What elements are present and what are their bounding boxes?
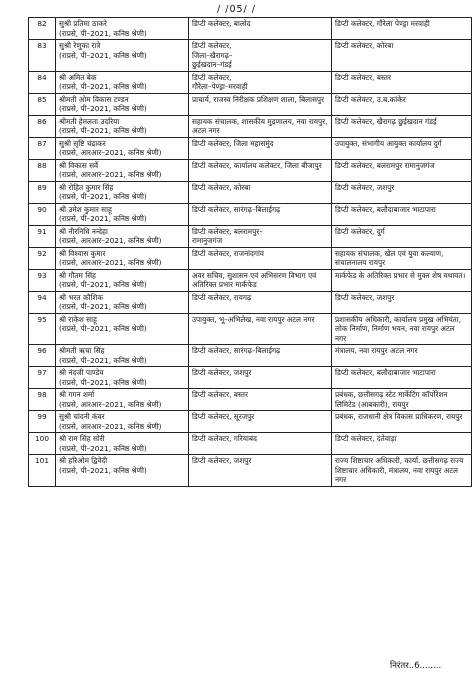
serial-number: 82	[29, 18, 56, 40]
table-row	[29, 455, 472, 487]
current-posting: डिप्टी कलेक्टर, कार्यालय कलेक्टर, जिला बीजापुर	[189, 159, 332, 181]
officer-name: श्री रोहित कुमार सिंह (राप्रसे, पी–2021, कनिष्ठ श्रेणी)	[56, 181, 189, 203]
table-row	[29, 411, 472, 433]
serial-number: 84	[29, 71, 56, 93]
table-row	[29, 269, 472, 291]
new-posting: डिप्टी कलेक्टर, कोरबा	[332, 40, 472, 72]
new-posting: प्रबंधक, राजधानी क्षेत्र विकास प्राधिकरण, रायपुर	[332, 411, 472, 433]
current-posting: डिप्टी कलेक्टर, राजनांदगांव	[189, 247, 332, 269]
new-posting: डिप्टी कलेक्टर, जशपुर	[332, 181, 472, 203]
serial-number: 92	[29, 247, 56, 269]
officer-name: सुश्री चांदनी कंवर (राप्रसे, आरआर–2021, कनिष्ठ श्रेणी)	[56, 411, 189, 433]
current-posting: डिप्टी कलेक्टर, जशपुर	[189, 367, 332, 389]
current-posting: डिप्टी कलेक्टर, सारंगढ़–बिलाईगढ़	[189, 345, 332, 367]
serial-number: 99	[29, 411, 56, 433]
officer-name: श्रीमती ओम विकास टण्डन (राप्रसे, पी–2021, कनिष्ठ श्रेणी)	[56, 93, 189, 115]
current-posting: डिप्टी कलेक्टर, गौरेला–पेण्ड्रा–मरवाही	[189, 71, 332, 93]
new-posting: डिप्टी कलेक्टर, बस्तर	[332, 71, 472, 93]
serial-number: 85	[29, 93, 56, 115]
current-posting: डिप्टी कलेक्टर, बलरामपुर– रामानुजगंज	[189, 225, 332, 247]
new-posting: डिप्टी कलेक्टर, गौरेला पेण्ड्रा मरवाही	[332, 18, 472, 40]
current-posting: डिप्टी कलेक्टर, सूरजपुर	[189, 411, 332, 433]
table-row	[29, 18, 472, 40]
table-row	[29, 247, 472, 269]
current-posting: उपायुक्त, भू–अभिलेख, नवा रायपुर अटल नगर	[189, 313, 332, 345]
officer-name: श्री नंदजी पाण्डेय (राप्रसे, पी–2021, कनिष्ठ श्रेणी)	[56, 367, 189, 389]
new-posting: डिप्टी कलेक्टर, जशपुर	[332, 291, 472, 313]
serial-number: 86	[29, 115, 56, 137]
officer-name: श्री हरिओम द्विवेदी (राप्रसे, पी–2021, कनिष्ठ श्रेणी)	[56, 455, 189, 487]
table-row	[29, 115, 472, 137]
table-body	[29, 18, 472, 487]
new-posting: डिप्टी कलेक्टर, दंतेवाड़ा	[332, 433, 472, 455]
table-row	[29, 345, 472, 367]
officer-name: श्री नीरनिधि नन्देहा (राप्रसे, आरआर–2021, कनिष्ठ श्रेणी)	[56, 225, 189, 247]
serial-number: 97	[29, 367, 56, 389]
table-row	[29, 40, 472, 72]
table-row	[29, 433, 472, 455]
current-posting: डिप्टी कलेक्टर, सारंगढ़–बिलाईगढ़	[189, 203, 332, 225]
table-row	[29, 93, 472, 115]
officer-name: श्रीमती हेमलता उदरिया (राप्रसे, पी–2021, कनिष्ठ श्रेणी)	[56, 115, 189, 137]
current-posting: डिप्टी कलेक्टर, गरियाबंद	[189, 433, 332, 455]
serial-number: 101	[29, 455, 56, 487]
officer-name: श्री गगन शर्मा (राप्रसे, आरआर–2021, कनिष्ठ श्रेणी)	[56, 389, 189, 411]
serial-number: 87	[29, 137, 56, 159]
continued-footer: निरंतर..6........	[390, 661, 442, 671]
current-posting: डिप्टी कलेक्टर, रायगढ़	[189, 291, 332, 313]
current-posting: डिप्टी कलेक्टर, बस्तर	[189, 389, 332, 411]
current-posting: अवर सचिव, सुशासन एवं अभिसरण विभाग एवं अतिरिक्त प्रभार मार्कफेड	[189, 269, 332, 291]
serial-number: 91	[29, 225, 56, 247]
current-posting: सहायक संचालक, शासकीय मुद्रणालय, नवा रायपुर, अटल नगर	[189, 115, 332, 137]
new-posting: राज्य शिष्टाचार अधिकारी, कार्या. छत्तीसगढ़ राज्य शिष्टाचार अधिकारी, मंत्रालय, नवा रायपुर अटल नगर	[332, 455, 472, 487]
serial-number: 95	[29, 313, 56, 345]
table-row	[29, 159, 472, 181]
serial-number: 94	[29, 291, 56, 313]
page-number: / /05/ /	[217, 4, 256, 15]
officer-name: श्री राकेश साहू (राप्रसे, पी–2021, कनिष्ठ श्रेणी)	[56, 313, 189, 345]
new-posting: डिप्टी कलेक्टर, बलौदाबाजार भाटापारा	[332, 367, 472, 389]
serial-number: 90	[29, 203, 56, 225]
serial-number: 98	[29, 389, 56, 411]
officer-name: श्री विकास सर्वे (राप्रसे, आरआर–2021, कनिष्ठ श्रेणी)	[56, 159, 189, 181]
new-posting: डिप्टी कलेक्टर, बलौदाबाजार भाटापारा	[332, 203, 472, 225]
serial-number: 93	[29, 269, 56, 291]
table-row	[29, 71, 472, 93]
officer-name: श्री भरत कौशिक (राप्रसे, पी–2021, कनिष्ठ श्रेणी)	[56, 291, 189, 313]
officer-name: श्री विश्वास कुमार (राप्रसे, आरआर–2021, कनिष्ठ श्रेणी)	[56, 247, 189, 269]
new-posting: प्रशासकीय अधिकारी, कार्यालय प्रमुख अभियंता, लोक निर्माण, निर्माण भवन, नवा रायपुर अटल नगर	[332, 313, 472, 345]
table-row	[29, 203, 472, 225]
current-posting: प्राचार्य, राजस्व निरीक्षक प्रशिक्षण शाला, बिलासपुर	[189, 93, 332, 115]
new-posting: डिप्टी कलेक्टर, उ.ब.कांकेर	[332, 93, 472, 115]
new-posting: मार्कफेड के अतिरिक्त प्रभार से मुक्त शेष यथावत।	[332, 269, 472, 291]
current-posting: डिप्टी कलेक्टर, कोरबा	[189, 181, 332, 203]
current-posting: डिप्टी कलेक्टर, जिला–खैरागढ़– छुईखदान–गंडई	[189, 40, 332, 72]
table-row	[29, 181, 472, 203]
officer-name: सुश्री प्रतिमा ठाकरे (राप्रसे, पी–2021, कनिष्ठ श्रेणी)	[56, 18, 189, 40]
new-posting: डिप्टी कलेक्टर, दुर्ग	[332, 225, 472, 247]
serial-number: 100	[29, 433, 56, 455]
officer-name: सुश्री सृष्टि चंद्राकर (राप्रसे, आरआर–2021, कनिष्ठ श्रेणी)	[56, 137, 189, 159]
current-posting: डिप्टी कलेक्टर, जशपुर	[189, 455, 332, 487]
transfer-table	[28, 17, 472, 487]
table-row	[29, 137, 472, 159]
officer-name: श्री गौतम सिंह (राप्रसे, पी–2021, कनिष्ठ श्रेणी)	[56, 269, 189, 291]
officer-name: श्री अमित बेक (राप्रसे, पी–2021, कनिष्ठ श्रेणी)	[56, 71, 189, 93]
new-posting: प्रबंधक, छत्तीसगढ़ स्टेट मार्केटिंग कॉर्पोरेशन लिमिटेड (आबकारी), रायपुर	[332, 389, 472, 411]
table-row	[29, 225, 472, 247]
new-posting: डिप्टी कलेक्टर, खैरागढ़ छुईखदान गंडई	[332, 115, 472, 137]
officer-name: श्री उमेश कुमार साहू (राप्रसे, पी–2021, कनिष्ठ श्रेणी)	[56, 203, 189, 225]
current-posting: डिप्टी कलेक्टर, बालोद	[189, 18, 332, 40]
new-posting: मंत्रालय, नवा रायपुर अटल नगर	[332, 345, 472, 367]
new-posting: डिप्टी कलेक्टर, बलरामपुर रामानुजगंज	[332, 159, 472, 181]
new-posting: उपायुक्त, संभागीय आयुक्त कार्यालय दुर्ग	[332, 137, 472, 159]
officer-name: सुश्री रेणुका रात्रे (राप्रसे, पी–2021, कनिष्ठ श्रेणी)	[56, 40, 189, 72]
officer-name: श्रीमती ऋचा सिंह (राप्रसे, पी–2021, कनिष्ठ श्रेणी)	[56, 345, 189, 367]
current-posting: डिप्टी कलेक्टर, जिला महासमुंद	[189, 137, 332, 159]
officer-name: श्री राम सिंह सोरी (राप्रसे, पी–2021, कनिष्ठ श्रेणी)	[56, 433, 189, 455]
serial-number: 89	[29, 181, 56, 203]
table-row	[29, 367, 472, 389]
serial-number: 96	[29, 345, 56, 367]
serial-number: 83	[29, 40, 56, 72]
new-posting: सहायक संचालक, खेल एवं युवा कल्याण, संचालनालय रायपुर	[332, 247, 472, 269]
table-row	[29, 313, 472, 345]
table-row	[29, 389, 472, 411]
table-row	[29, 291, 472, 313]
serial-number: 88	[29, 159, 56, 181]
